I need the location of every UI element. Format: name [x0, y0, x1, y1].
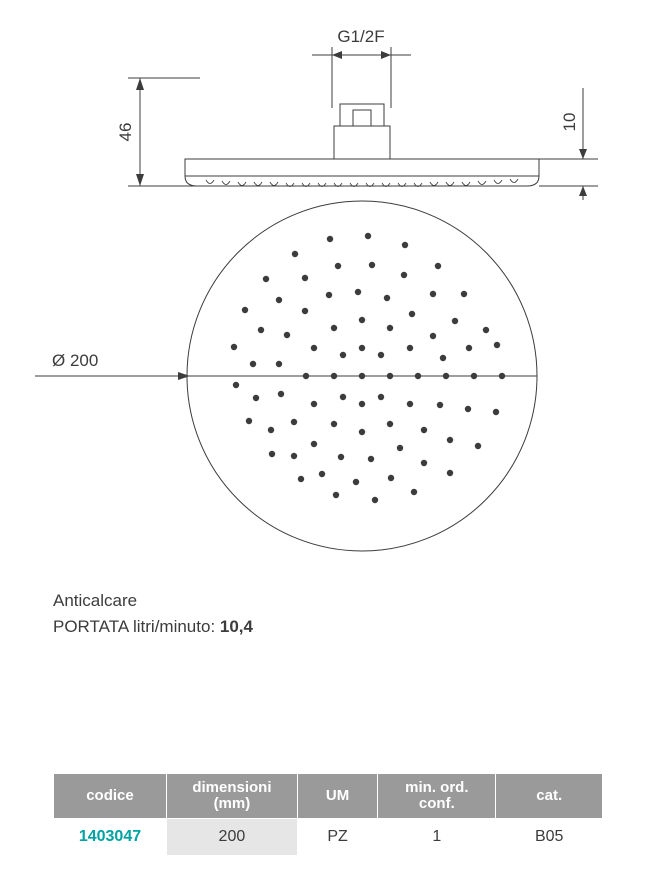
th-min-ord-line2: conf. [418, 795, 455, 812]
cell-codice: 1403047 [54, 819, 167, 856]
th-min-ord-line1: min. ord. [405, 779, 469, 796]
th-dimensioni-line2: (mm) [213, 795, 251, 812]
dimension-46 [116, 78, 200, 186]
th-codice: codice [54, 774, 167, 819]
dimension-46-label: 46 [116, 122, 135, 142]
note-anticalcare: Anticalcare [53, 591, 138, 610]
note-portata-label: PORTATA litri/minuto: [53, 617, 220, 636]
thread-label: G1/2F [337, 27, 385, 46]
shower-head-side-view [185, 27, 539, 187]
table-row [54, 819, 603, 856]
th-min-ord [378, 774, 496, 819]
cell-min-ord: 1 [378, 819, 496, 856]
spec-table [53, 773, 603, 856]
th-cat: cat. [496, 774, 603, 819]
dimension-10-label: 10 [560, 112, 579, 132]
note-portata [53, 614, 253, 640]
table-header-row [54, 774, 603, 819]
dimension-diameter-label: Ø 200 [52, 351, 99, 370]
shower-head-top-view [187, 201, 537, 551]
dimension-10 [539, 88, 598, 200]
dimension-diameter [35, 351, 190, 380]
cell-um: PZ [297, 819, 377, 856]
th-um: UM [297, 774, 377, 819]
note-portata-value: 10,4 [219, 617, 253, 636]
th-dimensioni [166, 774, 297, 819]
cell-dimensioni: 200 [166, 819, 297, 856]
cell-cat: B05 [496, 819, 603, 856]
product-notes [53, 588, 253, 640]
th-dimensioni-line1: dimensioni [192, 779, 272, 796]
